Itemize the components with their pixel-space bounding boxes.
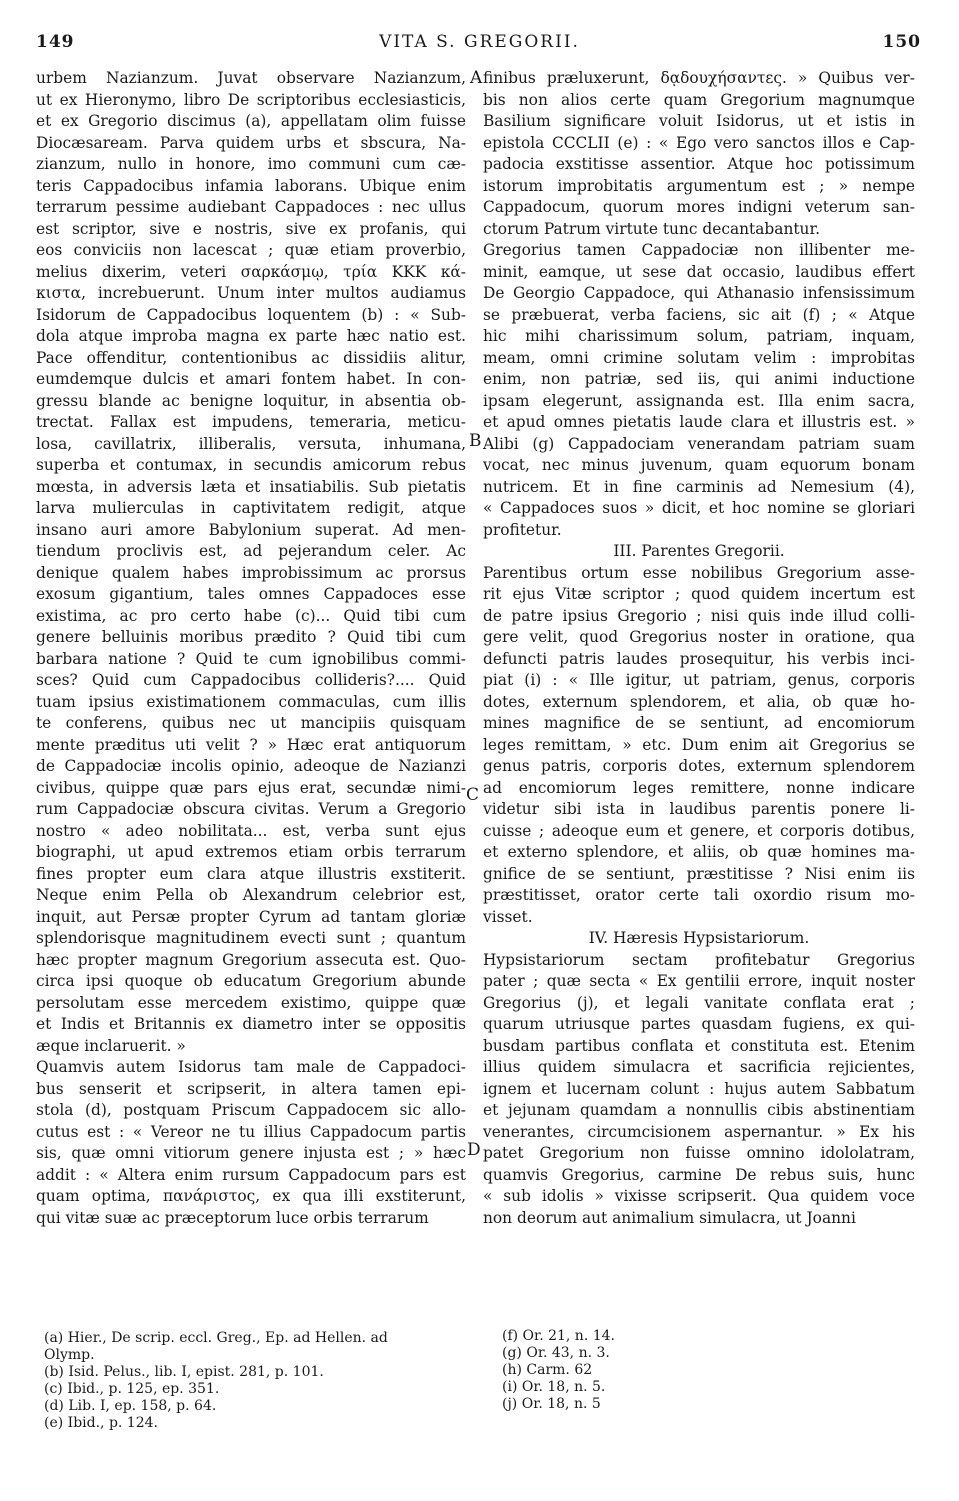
- text-line: vocat, nec minus juvenum, quam equorum bonam: [483, 456, 915, 474]
- text-line: quam optima, πανάριστος, ex qua illi exstiterunt,: [36, 1187, 466, 1205]
- text-line: istorum improbitatis argumentum est ; » nempe: [483, 176, 915, 195]
- text-line: III. Parentes Gregorii.: [613, 542, 785, 560]
- text-line: sis, quæ omni vitiorum genere injusta est ; » hæc: [36, 1144, 466, 1162]
- text-line: quarum utriusque partes quasdam fugiens, ex qui-: [483, 1015, 915, 1033]
- text-line: præstitisset, orator certe tali oxordio risum mo-: [483, 886, 915, 904]
- text-line: « sub idolis » vixisse scripserit. Qua quidem voce: [483, 1187, 915, 1205]
- text-line: mente præditus uti velit ? » Hæc erat antiquorum: [36, 735, 466, 754]
- text-line: et externo splendore, et aliis, ob quæ homines ma-: [483, 843, 915, 861]
- text-line: circa ipsi quoque ob educatum Gregorium abunde: [36, 972, 466, 990]
- text-line: qui vitæ suæ ac præceptorum luce orbis terrarum: [36, 1208, 429, 1227]
- text-line: biographi, ut apud extremos etiam orbis terrarum: [36, 843, 466, 861]
- text-line: losa, cavillatrix, illiberalis, versuta, inhumana,: [36, 434, 466, 453]
- text-line: zianzum, nullo in honore, imo communi cum cæ-: [36, 155, 466, 173]
- text-line: ad encomiorum leges remittere, nonne indicare: [483, 778, 915, 797]
- text-line: ipsam elegerunt, assignanda est. Illa enim sacra,: [483, 391, 915, 410]
- text-line: IV. Hæresis Hypsistariorum.: [588, 929, 810, 947]
- text-line: exosum gigantium, tales omnes Cappadoces esse: [36, 585, 466, 603]
- text-line: padocia exstitisse assentior. Atque hoc potissimum: [483, 155, 915, 173]
- text-line: fines propter eum clara atque illustris exstiterit.: [36, 864, 466, 883]
- margin-letter-d: D: [467, 1140, 481, 1160]
- text-line: terrarum pessime audiebant Cappadoces : nec ullus: [36, 198, 466, 216]
- footnote: (b) Isid. Pelus., lib. I, epist. 281, p. 101.: [44, 1364, 324, 1380]
- footnote: (a) Hier., De scrip. eccl. Greg., Ep. ad Hellen. ad: [44, 1330, 388, 1346]
- text-line: defuncti patris laudes prosequitur, his verbis inci-: [483, 649, 915, 668]
- text-line: de patre ipsius Gregorio ; nisi quis inde illud colli-: [483, 606, 915, 625]
- text-line: Gregorius tamen Cappadociæ non illibenter me-: [483, 241, 915, 259]
- text-line: cutus est : « Vereor ne tu illius Cappadocum partis: [36, 1122, 466, 1141]
- text-line: ignem et lucernam colunt : hujus autem Sabbatum: [483, 1079, 915, 1098]
- text-line: cuisse ; adeoque eum et genere, et corporis dotibus,: [483, 821, 915, 840]
- text-line: civibus, quippe quæ pars ejus erat, secundæ nimi-: [36, 778, 466, 797]
- text-line: eos conviciis non lacescat ; quæ etiam proverbio,: [36, 241, 466, 259]
- text-line: videtur sibi ista in laudibus parentis ponere li-: [483, 800, 915, 818]
- text-line: Gregorius (j), et legali vanitate conflata erat ;: [483, 993, 915, 1012]
- text-line: genus patris, corporis dotes, externum splendorem: [483, 757, 915, 775]
- text-line: busdam partibus conflata et constituta est. Etenim: [483, 1036, 915, 1055]
- text-line: splendorisque magnitudinem evecti sunt ; quantum: [36, 929, 466, 947]
- text-line: et Indis et Britannis ex diametro inter se oppositis: [36, 1015, 466, 1033]
- text-line: gere velit, quod Gregorius noster in oratione, qua: [483, 628, 915, 646]
- text-line: finibus præluxerunt, δᾳδουχήσαντες. » Quibus ver-: [483, 69, 915, 87]
- footnotes-left: [44, 1330, 464, 1432]
- text-line: existima, ac pro certo habe (c)... Quid tibi cum: [36, 606, 466, 625]
- text-line: inquit, aut Persæ propter Cyrum ad tantam gloriæ: [36, 907, 466, 926]
- running-title: VITA S. GREGORII.: [379, 32, 580, 52]
- text-line: pater ; quæ secta « Ex gentilii errore, inquit noster: [483, 972, 915, 990]
- text-line: κιστα, increbuerunt. Unum inter multos audiamus: [36, 284, 466, 302]
- text-line: de Cappadociæ incolis opinio, adeoque de Nazianzi: [36, 757, 466, 775]
- footnote: (g) Or. 43, n. 3.: [502, 1345, 610, 1361]
- footnote: (d) Lib. I, ep. 158, p. 64.: [44, 1398, 217, 1414]
- text-line: mœsta, in adversis læta et insatiabilis. Sub pietatis: [36, 477, 466, 496]
- text-line: venerantes, circumcisionem aspernantur. » Ex his: [483, 1122, 915, 1141]
- text-line: epistola CCCLII (e) : « Ego vero sanctos illos e Cap-: [483, 133, 915, 152]
- text-line: profitetur.: [483, 520, 562, 539]
- footnote: (h) Carm. 62: [502, 1362, 593, 1378]
- right-page-number: 150: [882, 32, 921, 52]
- text-line: Pace offenditur, contentionibus ac dissidiis alitur,: [36, 348, 466, 367]
- right-text-column: [483, 68, 915, 1229]
- text-line: bus senserit et scripserit, in altera tamen epi-: [36, 1079, 466, 1098]
- text-line: urbem Nazianzum. Juvat observare Nazianzum,: [36, 69, 466, 87]
- text-line: piat (i) : « Ille igitur, ut patriam, genus, corporis: [483, 671, 915, 689]
- text-line: Isidorum de Cappadocibus loquentem (b) : « Sub-: [36, 305, 466, 324]
- text-line: De Georgio Cappadoce, qui Athanasio infensissimum: [483, 284, 915, 302]
- footnote: (e) Ibid., p. 124.: [44, 1415, 158, 1431]
- margin-letter-a: A: [470, 68, 483, 88]
- text-line: leges remittam, » etc. Dum enim ait Gregorius se: [483, 735, 915, 754]
- text-line: gnifice de se sentiunt, præstitisse ? Nisi enim iis: [483, 864, 915, 883]
- text-line: melius dixerim, veteri σαρκάσμῳ, τρία ΚΚΚ κά-: [36, 262, 466, 281]
- text-line: et ex Gregorio discimus (a), appellatam olim fuisse: [36, 112, 466, 130]
- footnotes-right: [502, 1328, 802, 1413]
- text-line: gressu blande ac benigne loquitur, in absentia ob-: [36, 391, 466, 410]
- footnote: (c) Ibid., p. 125, ep. 351.: [44, 1381, 220, 1397]
- text-line: te conferens, quibus nec ut mancipiis quisquam: [36, 714, 466, 732]
- text-line: trectat. Fallax est impudens, temeraria, meticu-: [36, 413, 466, 431]
- text-line: superba et contumax, in secundis amicorum rebus: [36, 456, 466, 474]
- text-line: dola atque improba magna ex parte hæc natio est.: [36, 327, 466, 345]
- text-line: æque inclaruerit. »: [36, 1036, 186, 1055]
- text-line: minit, eamque, ut sese dat occasio, laudibus effert: [483, 262, 915, 281]
- left-text-column: [36, 68, 466, 1229]
- text-line: insano auri amore Babylonium superat. Ad men-: [36, 520, 466, 539]
- text-line: Parentibus ortum esse nobilibus Gregorium asse-: [483, 563, 915, 582]
- text-line: enim, non patriæ, sed iis, qui animi inductione: [483, 370, 915, 388]
- text-line: Basilium significare voluit Isidorus, ut et istis in: [483, 112, 915, 130]
- footnote: (f) Or. 21, n. 14.: [502, 1328, 615, 1344]
- text-line: Cappadocum, quorum mores indigni veterum san-: [483, 198, 915, 216]
- text-line: hic mihi charissimum solum, patriam, inquam,: [483, 327, 915, 345]
- text-line: stola (d), postquam Priscum Cappadocem sic allo-: [36, 1101, 466, 1119]
- text-line: sces? Quid cum Cappadocibus collideris?.... Quid: [36, 671, 466, 689]
- text-line: addit : « Altera enim rursum Cappadocum pars est: [36, 1165, 466, 1184]
- text-line: Diocæsaream. Parva quidem urbs et sbscura, Na-: [36, 133, 466, 152]
- text-line: et jejunam quamdam a nonnullis cibis abstinentiam: [483, 1101, 915, 1119]
- text-line: persolutam esse mercedem existimo, quippe quæ: [36, 993, 466, 1012]
- text-line: teris Cappadocibus infamia laborans. Ubique enim: [36, 176, 466, 195]
- text-line: patet Gregorium non fuisse omnino idololatram,: [483, 1144, 915, 1162]
- text-line: « Cappadoces suos » dicit, et hoc nomine se gloriari: [483, 499, 915, 517]
- text-line: tuam ipsius existimationem commaculas, cum illis: [36, 692, 466, 711]
- text-line: mines magnifice de se sentiunt, ad encomiorum: [483, 714, 915, 732]
- text-line: hæc propter magnum Gregorium assecuta est. Quo-: [36, 950, 466, 969]
- text-line: Neque enim Pella ob Alexandrum celebrior est,: [36, 886, 466, 904]
- text-line: se præbuerat, verba faciens, sic ait (f) ; « Atque: [483, 305, 915, 324]
- text-line: larva mulierculas in captivitatem redigit, atque: [36, 499, 466, 517]
- text-line: bis non alios certe quam Gregorium magnumque: [483, 90, 915, 109]
- text-line: rum Cappadociæ obscura civitas. Verum a Gregorio: [36, 800, 466, 818]
- footnote: Olymp.: [44, 1347, 95, 1363]
- margin-letter-c: C: [466, 785, 480, 805]
- text-line: denique qualem habes improbissimum ac prorsus: [36, 563, 466, 582]
- footnote: (i) Or. 18, n. 5.: [502, 1379, 606, 1395]
- text-line: Alibi (g) Cappadociam venerandam patriam suam: [483, 434, 915, 453]
- text-line: est scriptor, sive e nostris, sive ex profanis, qui: [36, 219, 466, 238]
- footnote: (j) Or. 18, n. 5: [502, 1396, 601, 1412]
- text-line: non deorum aut animalium simulacra, ut Joanni: [483, 1208, 856, 1227]
- text-line: eumdemque dulcis et amari fontem habet. In con-: [36, 370, 466, 388]
- text-line: nutricem. Et in fine carminis ad Nemesium (4),: [483, 477, 915, 496]
- text-line: illius quidem simulacra et sacrificia rejicientes,: [483, 1058, 915, 1076]
- text-line: meam, omni crimine solutam velim : improbitas: [483, 348, 915, 367]
- text-line: et apud omnes pietatis laude clara et illustris est. »: [483, 413, 915, 431]
- text-line: ctorum Patrum virtute tunc decantabantur.: [483, 219, 821, 238]
- text-line: Quamvis autem Isidorus tam male de Cappadoci-: [36, 1058, 466, 1076]
- text-line: ut ex Hieronymo, libro De scriptoribus ecclesiasticis,: [36, 90, 466, 109]
- text-line: rit ejus Vitæ scriptor ; quod quidem incertum est: [483, 585, 915, 603]
- margin-letter-b: B: [469, 431, 482, 451]
- text-line: dotes, externum splendorem, et alia, ob quæ ho-: [483, 692, 915, 711]
- text-line: quamvis Gregorius, carmine De rebus suis, hunc: [483, 1165, 915, 1184]
- text-line: genere belluinis moribus prædito ? Quid tibi cum: [36, 628, 466, 646]
- left-page-number: 149: [36, 32, 75, 52]
- text-line: tiendum proclivis est, ad pejerandum celer. Ac: [36, 542, 466, 560]
- text-line: nostro « adeo nobilitata... est, verba sunt ejus: [36, 821, 466, 840]
- text-line: visset.: [483, 907, 533, 926]
- text-line: Hypsistariorum sectam profitebatur Gregorius: [483, 950, 915, 969]
- text-line: barbara natione ? Quid te cum ignobilibus commi-: [36, 649, 466, 668]
